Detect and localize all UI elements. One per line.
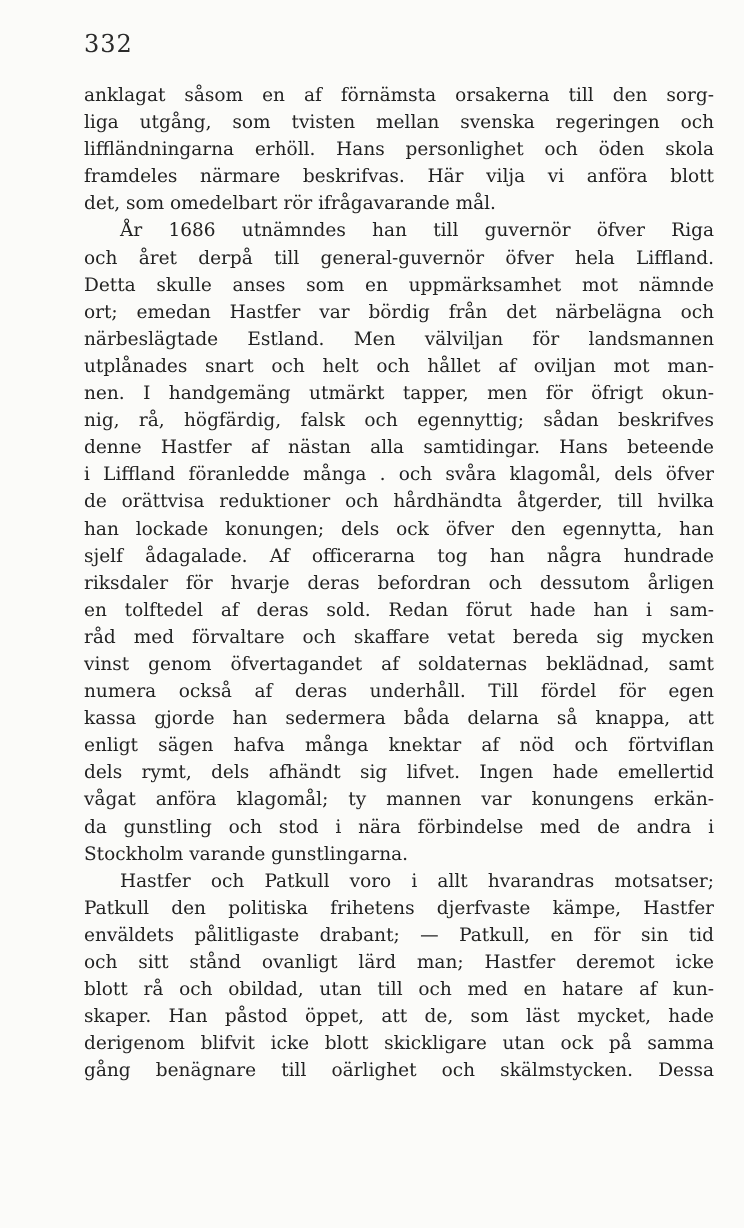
text-line: Detta skulle anses som en uppmärksamhet mot nämnde [84, 274, 714, 296]
text-line: gång benägnare till oärlighet och skälmstycken. Dessa [84, 1060, 714, 1082]
text-line: nig, rå, högfärdig, falsk och egennyttig; sådan beskrifves [84, 410, 714, 432]
text-line: Patkull den politiska frihetens djerfvaste kämpe, Hastfer [84, 897, 714, 919]
text-line: denne Hastfer af nästan alla samtidingar. Hans beteende [84, 437, 714, 459]
text-line: de orättvisa reduktioner och hårdhändta åtgerder, till hvilka [84, 491, 714, 513]
text-line: nen. I handgemäng utmärkt tapper, men för öfrigt okun- [84, 383, 714, 405]
text-line: sjelf ådagalade. Af officerarna tog han några hundrade [84, 545, 714, 567]
text-line: numera också af deras underhåll. Till fördel för egen [84, 681, 714, 703]
text-line: År 1686 utnämndes han till guvernör öfver Riga [120, 220, 714, 242]
text-line: ort; emedan Hastfer var bördig från det närbelägna och [84, 301, 714, 323]
text-line: utplånades snart och helt och hållet af oviljan mot man- [84, 355, 714, 377]
body-text [84, 82, 714, 1084]
text-line: och året derpå till general-guvernör öfver hela Liffland. [84, 247, 714, 269]
text-line: skaper. Han påstod öppet, att de, som läst mycket, hade [84, 1006, 714, 1028]
text-line: och sitt stånd ovanligt lärd man; Hastfer deremot icke [84, 952, 714, 973]
text-line: Hastfer och Patkull voro i allt hvarandras motsatser; [120, 870, 714, 892]
text-line: vågat anföra klagomål; ty mannen var konungens erkän- [84, 789, 714, 811]
text-line: blott rå och obildad, utan till och med en hatare af kun- [84, 979, 714, 1001]
text-line: liga utgång, som tvisten mellan svenska regeringen och [84, 112, 714, 134]
text-line: han lockade konungen; dels ock öfver den egennytta, han [84, 518, 714, 540]
text-line: derigenom blifvit icke blott skickligare utan ock på samma [84, 1033, 714, 1055]
text-line: riksdaler för hvarje deras befordran och dessutom årligen [84, 572, 714, 594]
text-line: liffländningarna erhöll. Hans personlighet och öden skola [84, 139, 714, 161]
text-line: det, som omedelbart rör ifrågavarande mål. [84, 193, 496, 215]
text-line: i Liffland föranledde många . och svåra klagomål, dels öfver [84, 464, 714, 486]
text-line: enväldets pålitligaste drabant; — Patkull, en för sin tid [84, 924, 714, 946]
text-line: framdeles närmare beskrifvas. Här vilja vi anföra blott [84, 166, 714, 188]
text-line: da gunstling och stod i nära förbindelse med de andra i [84, 816, 714, 838]
text-line: kassa gjorde han sedermera båda delarna så knappa, att [84, 708, 714, 730]
text-line: närbeslägtade Estland. Men välviljan för landsmannen [84, 328, 714, 350]
text-line: anklagat såsom en af förnämsta orsakerna till den sorg- [84, 85, 714, 106]
text-line: enligt sägen hafva många knektar af nöd och förtviflan [84, 735, 714, 757]
text-line: Stockholm varande gunstlingarna. [84, 843, 409, 865]
text-line: råd med förvaltare och skaffare vetat bereda sig mycken [84, 626, 714, 648]
text-line: vinst genom öfvertagandet af soldaternas beklädnad, samt [84, 653, 714, 675]
text-line: en tolftedel af deras sold. Redan förut hade han i sam- [84, 599, 714, 621]
page-number: 332 [84, 30, 133, 58]
text-line: dels rymt, dels afhändt sig lifvet. Ingen hade emellertid [84, 762, 714, 784]
